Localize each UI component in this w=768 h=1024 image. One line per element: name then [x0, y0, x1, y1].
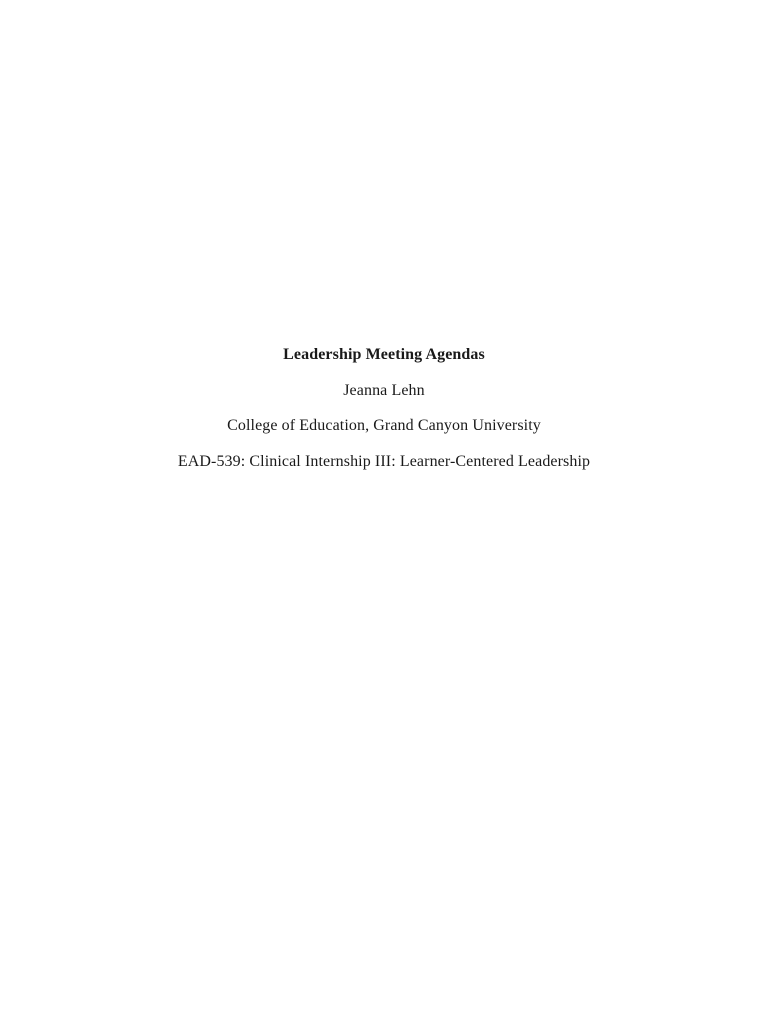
document-title: Leadership Meeting Agendas	[283, 346, 485, 363]
course-line: EAD-539: Clinical Internship III: Learner-Centered Leadership	[177, 452, 591, 470]
affiliation-line: College of Education, Grand Canyon University	[227, 417, 541, 434]
title-block	[0, 337, 768, 479]
author-name: Jeanna Lehn	[343, 381, 425, 399]
